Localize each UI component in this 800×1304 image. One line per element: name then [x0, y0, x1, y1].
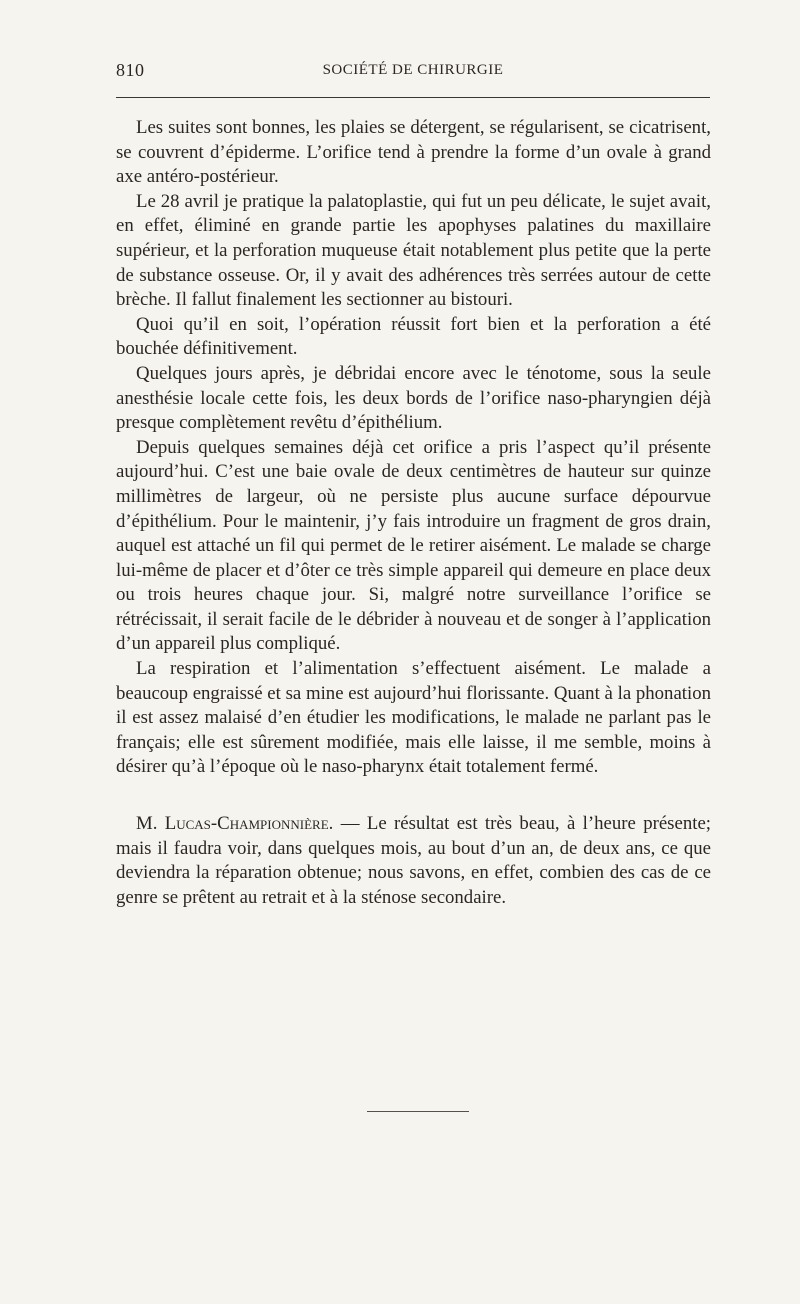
paragraph: Les suites sont bonnes, les plaies se détergent, se régularisent, se cicatrisent, se couvrent d’épiderme. L’orifice tend à prendre la forme d’un ovale à grand axe antéro-postérieur. [116, 117, 711, 188]
article-body [116, 116, 711, 910]
remark-text: — Le résultat est très beau, à l’heure présente; mais il faudra voir, dans quelques mois, au bout d’un an, de deux ans, ce que deviendra la réparation obtenue; nous savons, en effet, combien des cas de ce genre se prêtent au retrait et à la sténose secondaire. [116, 813, 711, 908]
paragraph: Quoi qu’il en soit, l’opération réussit fort bien et la perforation a été bouchée définitivement. [116, 313, 711, 360]
page-header [116, 60, 710, 86]
paragraph: La respiration et l’alimentation s’effectuent aisément. Le malade a beaucoup engraissé et sa mine est aujourd’hui florissante. Quant à la phonation il est assez malaisé d’en étudier les modifications, le malade ne parlant pas le français; elle est sûrement modifiée, mais elle laisse, il me semble, moins à désirer qu’à l’époque où le naso-pharynx était totalement fermé. [116, 658, 711, 778]
page-number: 810 [116, 60, 145, 80]
speaker-name: M. Lucas-Championnière. [136, 813, 334, 835]
paragraph: Depuis quelques semaines déjà cet orifice a pris l’aspect qu’il présente aujourd’hui. C’est une baie ovale de deux centimètres de hauteur sur quinze millimètres de largeur, où ne persiste plus aucune surface dépourvue d’épithélium. Pour le maintenir, j’y fais introduire un fragment de gros drain, auquel est attaché un fil qui permet de le retirer aisément. Le malade se charge lui-même de placer et d’ôter ce très simple appareil qui demeure en place deux ou trois heures chaque jour. Si, malgré notre surveillance l’orifice se rétrécissait, il serait facile de le débrider à nouveau et de songer à l’application d’un appareil plus compliqué. [116, 436, 711, 655]
running-title: SOCIÉTÉ DE CHIRURGIE [322, 62, 504, 78]
paragraph: Quelques jours après, je débridai encore avec le ténotome, sous la seule anesthésie locale cette fois, les deux bords de l’orifice naso-pharyngien déjà presque complètement revêtu d’épithélium. [116, 362, 711, 434]
remark-paragraph [116, 812, 711, 910]
paragraph: Le 28 avril je pratique la palatoplastie, qui fut un peu délicate, le sujet avait, en effet, éliminé en grande partie les apophyses palatines du maxillaire supérieur, et la perforation muqueuse était notablement plus petite que la perte de substance osseuse. Or, il y avait des adhérences très serrées autour de cette brèche. Il fallut finalement les sectionner au bistouri. [116, 190, 711, 311]
header-rule [116, 97, 710, 98]
section-end-rule [367, 1111, 469, 1112]
